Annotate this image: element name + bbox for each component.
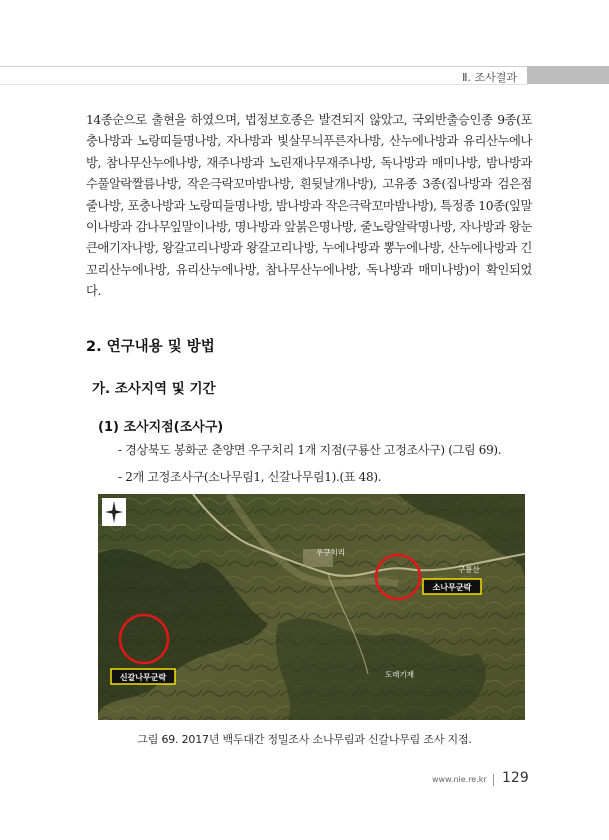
figure-caption: 그림 69. 2017년 백두대간 정밀조사 소나무림과 신갈나무림 조사 지점. [137,733,472,746]
aerial-map-figure [98,494,525,720]
section-heading: 2. 연구내용 및 방법 [86,339,215,355]
bullet-item-location: - 경상북도 봉화군 춘양면 우구치리 1개 지점(구룡산 고정조사구) (그림 69). [118,443,502,457]
pine-community-label: 소나무군락 [432,583,472,592]
footer-separator [493,774,494,786]
header-tab-bar [527,66,609,84]
header-underline [0,84,527,85]
mountain-label: 구룡산 [458,565,480,574]
subsubsection-heading: (1) 조사지점(조사구) [98,420,224,435]
section-header: Ⅱ. 조사결과 [462,71,517,84]
page-number: 129 [502,770,529,786]
body-paragraph: 14종순으로 출현을 하였으며, 법정보호종은 발견되지 않았고, 국외반출승인종 9종(포충나방과 노랑띠들명나방, 자나방과 빛살무늬푸른자나방, 산누에나방과 유리산누에나방, 참나무산누에나방, 재주나방과 노린재나무재주나방, 독나방과 매미나방, 밤나방과 수풀알락짤름나방, 작은극락꼬마밤나방, 흰뒷날개나방), 고유종 3종(집나방과 검은점줄나방, 포충나방과 노랑띠들명나방, 밤나방과 작은극락꼬마밤나방), 특정종 10종(잎말이나방과 감나무잎말이나방, 명나방과 앞붉은명나방, 줄노랑알락명나방, 자나방과 왕눈큰애기자나방, 왕갈고리나방과 왕갈고리나방, 누에나방과 뽕누에나방, 산누에나방과 긴꼬리산누에나방, 유리산누에나방, 참나무산누에나방, 독나방과 매미나방)이 확인되었다. [86,113,532,299]
header-rule [0,66,609,67]
oak-community-label: 신갈나무군락 [119,673,167,682]
bullet-item-plots: - 2개 고정조사구(소나무림1, 신갈나무림1).(표 48). [118,470,382,484]
subsection-heading: 가. 조사지역 및 기간 [92,381,216,397]
village-label: 우구치리 [316,548,345,557]
pass-label: 도래기재 [385,670,414,679]
footer-url: www.nie.re.kr [432,775,487,784]
